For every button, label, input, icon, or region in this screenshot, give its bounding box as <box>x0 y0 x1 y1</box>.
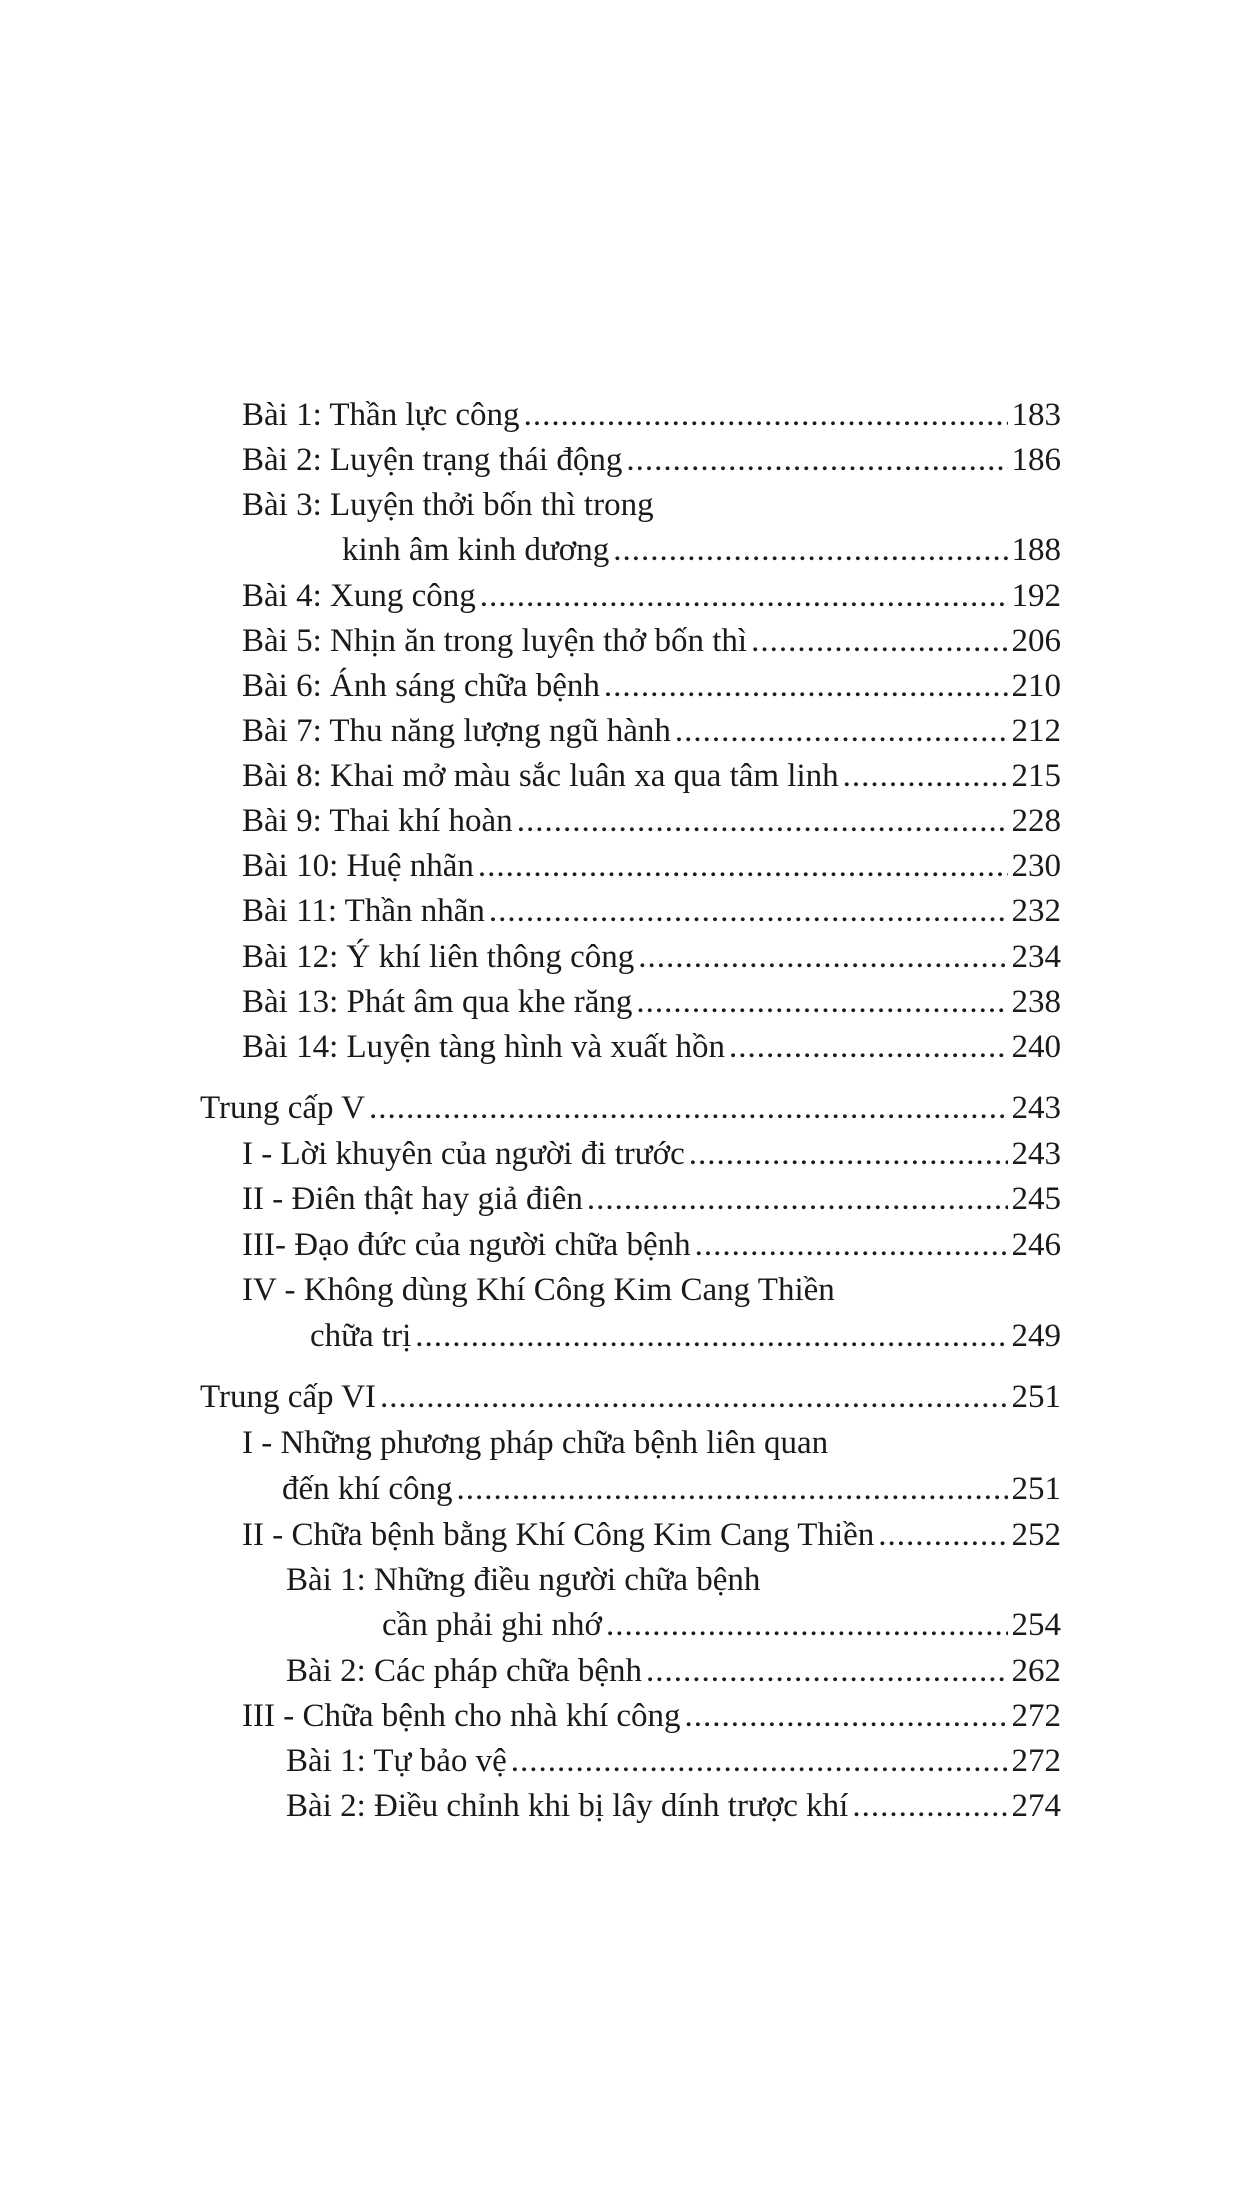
toc-entry-title: chữa trị <box>310 1318 412 1354</box>
toc-page-number: 243 <box>1011 1136 1061 1172</box>
toc-page-number: 210 <box>1011 668 1061 704</box>
toc-dot-leader <box>626 437 1007 483</box>
toc-page-number: 228 <box>1011 803 1061 839</box>
toc-page-number: 251 <box>1011 1379 1061 1415</box>
toc-entry-title: Bài 6: Ánh sáng chữa bệnh <box>242 668 600 704</box>
toc-dot-leader <box>606 1602 1008 1648</box>
toc-entry-title: II - Chữa bệnh bằng Khí Công Kim Cang Thiền <box>242 1517 875 1553</box>
toc-entry-title: III- Đạo đức của người chữa bệnh <box>242 1227 691 1263</box>
toc-entry-title: Bài 1: Tự bảo vệ <box>286 1743 507 1779</box>
toc-dot-leader <box>852 1783 1007 1829</box>
toc-entry-title: cần phải ghi nhớ <box>382 1607 602 1643</box>
toc-page-number: 212 <box>1011 713 1061 749</box>
toc-entry <box>242 437 1061 483</box>
toc-entry-title: đến khí công <box>282 1471 453 1507</box>
toc-entry <box>242 753 1061 799</box>
toc-entry-title: Bài 8: Khai mở màu sắc luân xa qua tâm linh <box>242 758 839 794</box>
toc-entry-title: Bài 1: Những điều người chữa bệnh <box>286 1562 761 1598</box>
toc-entry <box>242 618 1061 664</box>
toc-entry <box>286 1557 760 1603</box>
toc-entry <box>242 1024 1061 1070</box>
toc-entry-title: IV - Không dùng Khí Công Kim Cang Thiền <box>242 1272 835 1308</box>
toc-entry-title: III - Chữa bệnh cho nhà khí công <box>242 1698 681 1734</box>
toc-dot-leader <box>604 663 1008 709</box>
toc-page-number: 238 <box>1011 984 1061 1020</box>
toc-dot-leader <box>369 1085 1007 1131</box>
toc-entry <box>242 1131 1061 1177</box>
toc-entry-title: Bài 9: Thai khí hoàn <box>242 803 513 839</box>
toc-dot-leader <box>729 1024 1008 1070</box>
toc-entry-title: kinh âm kinh dương <box>342 532 610 568</box>
toc-entry <box>242 708 1061 754</box>
toc-entry <box>242 934 1061 980</box>
toc-entry <box>242 798 1061 844</box>
toc-page-number: 230 <box>1011 848 1061 884</box>
toc-entry-title: Bài 2: Điều chỉnh khi bị lây dính trược khí <box>286 1788 849 1824</box>
toc-page-number: 192 <box>1011 578 1061 614</box>
toc-entry-title: Bài 2: Các pháp chữa bệnh <box>286 1653 643 1689</box>
toc-page-number: 249 <box>1011 1318 1061 1354</box>
toc-entry-title: Bài 5: Nhịn ăn trong luyện thở bốn thì <box>242 623 748 659</box>
toc-dot-leader <box>685 1693 1008 1739</box>
toc-dot-leader <box>524 392 1008 438</box>
toc-entry <box>242 573 1061 619</box>
toc-entry <box>242 1420 828 1466</box>
toc-page-number: 254 <box>1011 1607 1061 1643</box>
toc-dot-leader <box>613 527 1007 573</box>
toc-entry <box>242 663 1061 709</box>
toc-entry-title: Bài 11: Thần nhãn <box>242 893 485 929</box>
toc-entry-title: Bài 4: Xung công <box>242 578 476 614</box>
toc-page-number: 272 <box>1011 1743 1061 1779</box>
toc-dot-leader <box>489 888 1008 934</box>
toc-entry <box>200 1085 1061 1131</box>
toc-page-number: 188 <box>1011 532 1061 568</box>
toc-page-number: 243 <box>1011 1090 1061 1126</box>
toc-entry-title: Bài 3: Luyện thởi bốn thì trong <box>242 487 654 523</box>
toc-entry-title: Trung cấp VI <box>200 1379 377 1415</box>
toc-entry <box>242 843 1061 889</box>
toc-entry <box>382 1602 1061 1648</box>
toc-dot-leader <box>478 843 1008 889</box>
toc-dot-leader <box>517 798 1008 844</box>
toc-entry <box>286 1738 1061 1784</box>
toc-page-number: 186 <box>1011 442 1061 478</box>
toc-entry <box>242 482 654 528</box>
toc-dot-leader <box>456 1466 1007 1512</box>
toc-entry-title: Bài 12: Ý khí liên thông công <box>242 939 635 975</box>
toc-entry <box>242 1512 1061 1558</box>
toc-entry <box>286 1783 1061 1829</box>
toc-entry-title: Bài 7: Thu năng lượng ngũ hành <box>242 713 671 749</box>
toc-dot-leader <box>695 1222 1008 1268</box>
toc-entry <box>286 1648 1061 1694</box>
toc-page-number: 252 <box>1011 1517 1061 1553</box>
toc-entry <box>242 1176 1061 1222</box>
toc-entry-title: Bài 1: Thần lực công <box>242 397 520 433</box>
toc-dot-leader <box>646 1648 1007 1694</box>
toc-page-number: 262 <box>1011 1653 1061 1689</box>
toc-page-number: 272 <box>1011 1698 1061 1734</box>
toc-dot-leader <box>878 1512 1007 1558</box>
toc-dot-leader <box>511 1738 1008 1784</box>
toc-dot-leader <box>751 618 1007 664</box>
toc-entry <box>200 1374 1061 1420</box>
toc-page-number: 245 <box>1011 1181 1061 1217</box>
toc-entry <box>242 1693 1061 1739</box>
toc-page-number: 183 <box>1011 397 1061 433</box>
toc-page-number: 232 <box>1011 893 1061 929</box>
toc-entry <box>242 392 1061 438</box>
toc-entry-title: I - Lời khuyên của người đi trước <box>242 1136 685 1172</box>
toc-dot-leader <box>415 1313 1007 1359</box>
toc-dot-leader <box>689 1131 1008 1177</box>
toc-entry <box>242 1267 835 1313</box>
toc-entry-title: Bài 2: Luyện trạng thái động <box>242 442 623 478</box>
toc-entry-title: Bài 14: Luyện tàng hình và xuất hồn <box>242 1029 725 1065</box>
toc-dot-leader <box>843 753 1008 799</box>
toc-entry <box>310 1313 1061 1359</box>
toc-page-number: 206 <box>1011 623 1061 659</box>
toc-page-number: 215 <box>1011 758 1061 794</box>
toc-entry <box>282 1466 1061 1512</box>
toc-dot-leader <box>380 1374 1007 1420</box>
toc-entry-title: Bài 13: Phát âm qua khe răng <box>242 984 633 1020</box>
toc-dot-leader <box>636 979 1007 1025</box>
toc-entry <box>242 1222 1061 1268</box>
toc-page-number: 240 <box>1011 1029 1061 1065</box>
toc-page-number: 246 <box>1011 1227 1061 1263</box>
toc-entry-title: II - Điên thật hay giả điên <box>242 1181 583 1217</box>
toc-entry <box>342 527 1061 573</box>
toc-page-number: 274 <box>1011 1788 1061 1824</box>
toc-entry-title: Trung cấp V <box>200 1090 366 1126</box>
toc-entry-title: I - Những phương pháp chữa bệnh liên quan <box>242 1425 829 1461</box>
toc-entry-title: Bài 10: Huệ nhãn <box>242 848 474 884</box>
toc-page-number: 251 <box>1011 1471 1061 1507</box>
toc-page-number: 234 <box>1011 939 1061 975</box>
toc-entry <box>242 979 1061 1025</box>
toc-dot-leader <box>587 1176 1008 1222</box>
toc-dot-leader <box>480 573 1008 619</box>
toc-entry <box>242 888 1061 934</box>
toc-dot-leader <box>675 708 1008 754</box>
toc-dot-leader <box>638 934 1007 980</box>
